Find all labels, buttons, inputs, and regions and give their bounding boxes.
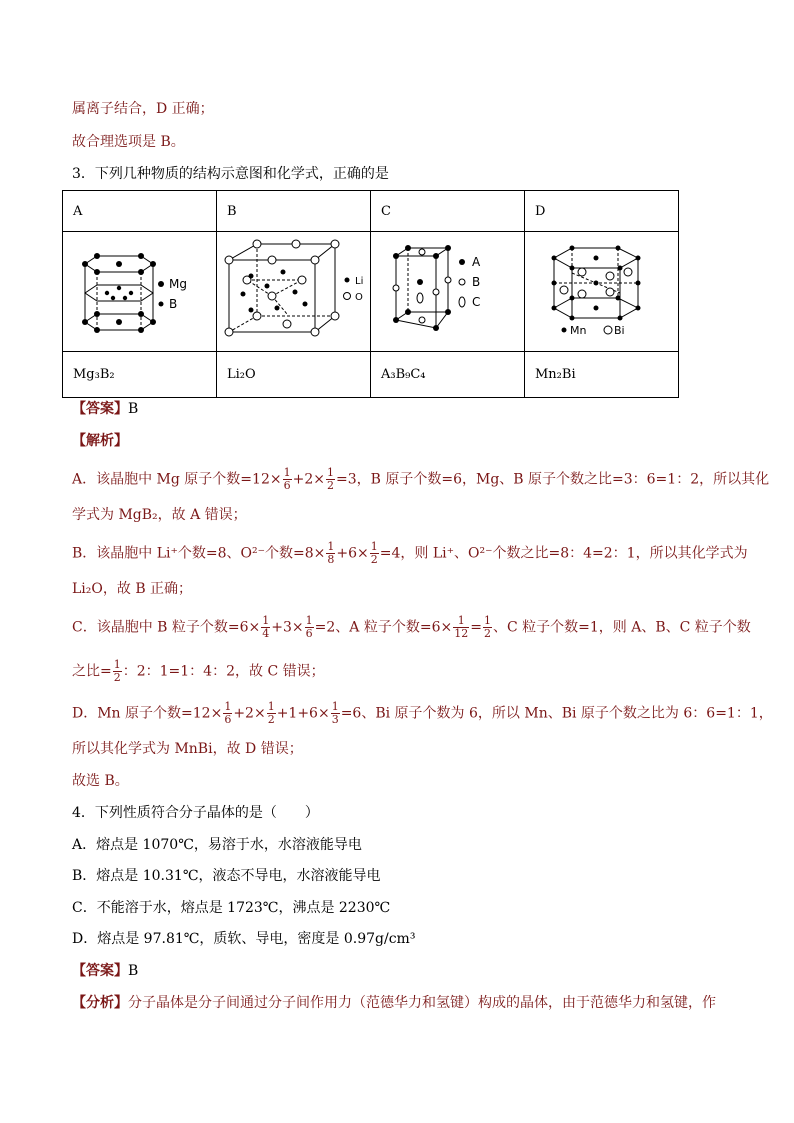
question-4: 4．下列性质符合分子晶体的是（ ） (72, 805, 319, 821)
numerator: 1 (113, 658, 121, 671)
denominator: 2 (370, 553, 378, 566)
text: C．该晶胞中 B 粒子个数=6× (72, 619, 261, 636)
q4-answer (72, 961, 138, 981)
option-a-label: A (63, 191, 217, 232)
denominator: 2 (267, 713, 275, 726)
analysis-tag: 【解析】 (72, 433, 128, 449)
q3-conclusion: 故选 B。 (72, 773, 129, 789)
option-c-structure (371, 232, 525, 352)
denominator: 12 (454, 627, 469, 640)
text: =4，则 Li⁺、O²⁻个数之比=8：4=2：1，所以其化学式为 (379, 545, 748, 562)
text: +2× (292, 471, 325, 488)
a3b9c4-structure-diagram (378, 232, 518, 347)
numerator: 1 (305, 614, 313, 627)
text: ：2：1=1：4：2，故 C 错误； (122, 663, 325, 680)
text: = (470, 619, 482, 636)
denominator: 2 (326, 479, 334, 492)
text: +1+6× (276, 705, 330, 722)
text: =2、A 粒子个数=6× (314, 619, 453, 636)
denominator: 6 (224, 713, 232, 726)
fraction (113, 659, 122, 684)
denominator: 2 (483, 627, 491, 640)
denominator: 8 (327, 553, 335, 566)
answer-tag: 【答案】 (72, 963, 128, 979)
text: =3，B 原子个数=6，Mg、B 原子个数之比=3：6=1：2，所以其化 (335, 471, 770, 488)
numerator: 1 (370, 540, 378, 553)
legend-mn: Mn (569, 324, 586, 337)
analysis-c-line-1 (72, 615, 751, 640)
fraction (283, 467, 292, 492)
denominator: 2 (113, 671, 121, 684)
text: 、C 粒子个数=1，则 A、B、C 粒子个数 (492, 619, 751, 636)
fraction (453, 615, 469, 640)
mgb2-structure-diagram (63, 232, 223, 347)
intro-line-2: 故合理选项是 B。 (72, 134, 185, 150)
denominator: 6 (283, 479, 291, 492)
analysis-b-line-2: Li₂O，故 B 正确； (72, 581, 193, 597)
fraction (223, 701, 232, 726)
analysis-d-line-2: 所以其化学式为 MnBi，故 D 错误； (72, 741, 303, 757)
option-d-structure (525, 232, 679, 352)
option-c-label: C (371, 191, 525, 232)
text: +6× (336, 545, 369, 562)
fraction (261, 615, 270, 640)
intro-line-1: 属离子结合，D 正确； (72, 101, 214, 117)
legend-b-particle: B (471, 275, 480, 289)
numerator: 1 (327, 540, 335, 553)
numerator: 1 (283, 466, 291, 479)
fraction (370, 541, 379, 566)
text: 之比= (72, 663, 112, 680)
q3-answer (72, 399, 138, 419)
option-b-label: B (217, 191, 371, 232)
q4-option-b: B．熔点是 10.31℃，液态不导电，水溶液能导电 (72, 868, 381, 884)
option-b-structure (217, 232, 371, 352)
q4-option-c: C．不能溶于水，熔点是 1723℃，沸点是 2230℃ (72, 900, 391, 916)
denominator: 3 (331, 713, 339, 726)
question-3: 3．下列几种物质的结构示意图和化学式，正确的是 (72, 166, 389, 182)
answer-value: B (128, 401, 139, 417)
text: B．该晶胞中 Li⁺个数=8、O²⁻个数=8× (72, 545, 326, 562)
numerator: 1 (267, 700, 275, 713)
fraction (331, 701, 340, 726)
analysis-c-line-2 (72, 659, 325, 684)
option-c-formula: A₃B₉C₄ (371, 352, 525, 398)
q4-option-a: A．熔点是 1070℃，易溶于水，水溶液能导电 (72, 837, 362, 853)
fraction (326, 467, 335, 492)
numerator: 1 (326, 466, 334, 479)
answer-value: B (128, 963, 139, 979)
legend-mg: Mg (169, 277, 187, 291)
option-d-formula: Mn₂Bi (525, 352, 679, 398)
numerator: 1 (331, 700, 339, 713)
denominator: 6 (305, 627, 313, 640)
option-a-formula: Mg₃B₂ (63, 352, 217, 398)
legend-c: C (471, 295, 480, 309)
analysis-d-line-1 (72, 701, 773, 726)
numerator: 1 (262, 614, 270, 627)
li2o-structure-diagram (217, 232, 397, 347)
legend-li: Li (355, 276, 364, 287)
mnbi-structure-diagram (542, 232, 662, 347)
text: A．该晶胞中 Mg 原子个数=12× (72, 471, 282, 488)
legend-bi: Bi (613, 324, 625, 337)
fraction (305, 615, 314, 640)
option-a-structure (63, 232, 217, 352)
legend-a: A (471, 255, 480, 269)
options-table (62, 190, 679, 398)
analysis-text: 分子晶体是分子间通过分子间作用力（范德华力和氢键）构成的晶体，由于范德华力和氢键，作 (128, 995, 716, 1011)
analysis-a-line-1 (72, 467, 769, 492)
text: =6、Bi 原子个数为 6，所以 Mn、Bi 原子个数之比为 6：6=1：1， (340, 705, 773, 722)
fraction (267, 701, 276, 726)
text: D．Mn 原子个数=12× (72, 705, 223, 722)
option-b-formula: Li₂O (217, 352, 371, 398)
legend-o: O (355, 292, 363, 303)
analysis-b-line-1 (72, 541, 748, 566)
denominator: 4 (262, 627, 270, 640)
analysis-a-line-2: 学式为 MgB₂，故 A 错误； (72, 507, 247, 523)
option-d-label: D (525, 191, 679, 232)
analysis-tag: 【分析】 (72, 995, 128, 1011)
numerator: 1 (224, 700, 232, 713)
legend-b: B (169, 297, 178, 311)
q4-option-d: D．熔点是 97.81℃，质软、导电，密度是 0.97g/cm³ (72, 931, 416, 947)
numerator: 1 (483, 614, 491, 627)
fraction (326, 541, 335, 566)
q4-analysis (72, 993, 716, 1013)
fraction (483, 615, 492, 640)
text: +2× (233, 705, 266, 722)
text: +3× (271, 619, 304, 636)
answer-tag: 【答案】 (72, 401, 128, 417)
numerator: 1 (453, 615, 469, 628)
